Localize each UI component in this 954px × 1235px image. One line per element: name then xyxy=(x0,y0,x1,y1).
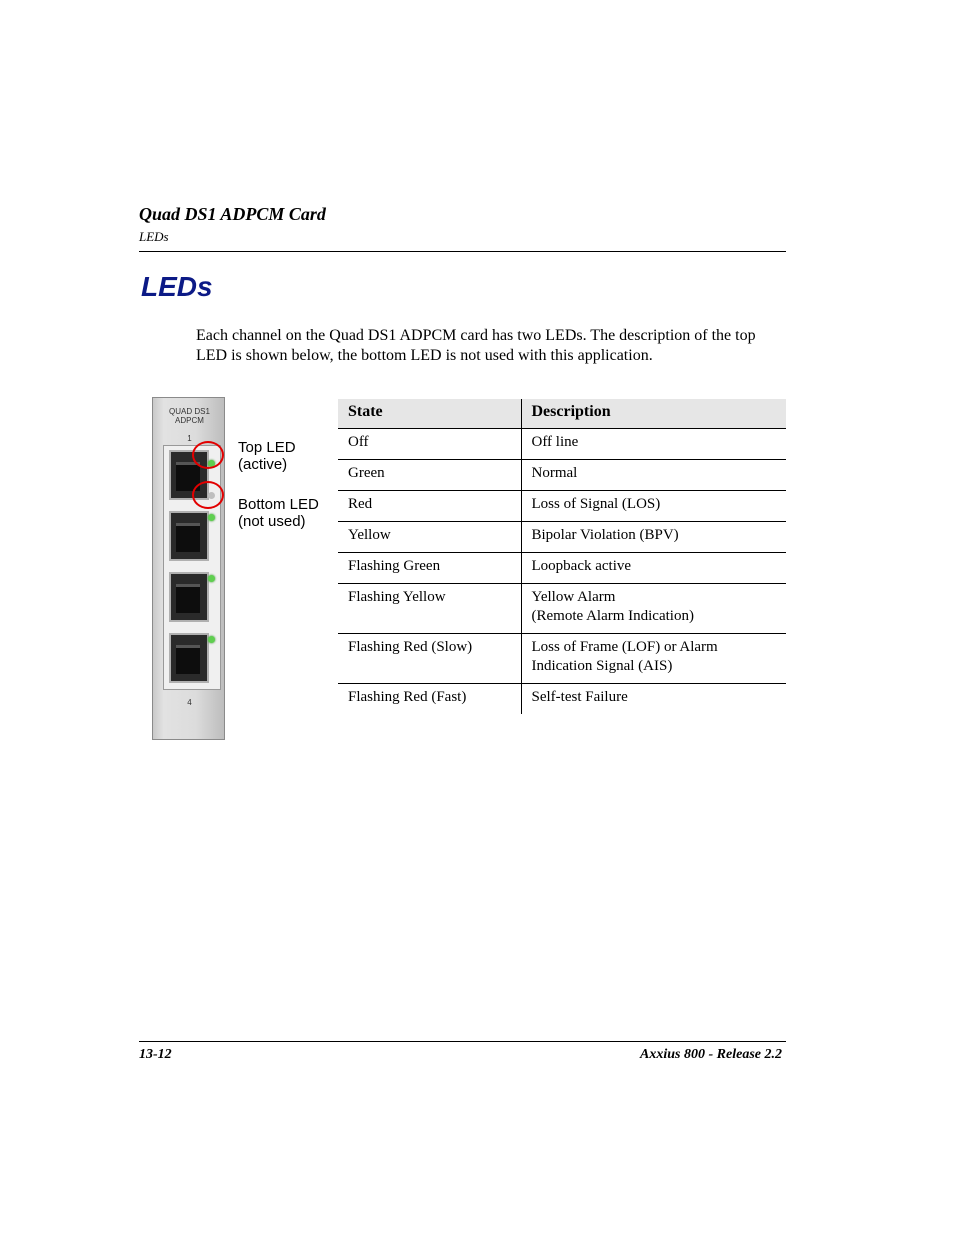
table-row xyxy=(338,490,786,521)
description-cell: Loss of Frame (LOF) or Alarm Indication Signal (AIS) xyxy=(531,638,718,674)
table-header-row xyxy=(338,399,786,428)
table-row xyxy=(338,683,786,714)
table-row xyxy=(338,459,786,490)
state-cell: Flashing Yellow xyxy=(338,583,521,633)
port-number-last: 4 xyxy=(187,698,192,707)
callout-top-led: Top LED (active) xyxy=(238,439,296,473)
card-label: QUAD DS1 ADPCM xyxy=(169,407,210,425)
description-cell: Loopback active xyxy=(531,557,632,574)
table-row xyxy=(338,552,786,583)
description-cell: Self-test Failure xyxy=(531,688,628,705)
top-led-3 xyxy=(208,575,215,582)
state-cell: Flashing Red (Slow) xyxy=(338,633,521,683)
description-cell: Bipolar Violation (BPV) xyxy=(531,526,679,543)
port-4 xyxy=(169,633,209,683)
section-heading: LEDs xyxy=(141,271,213,302)
state-cell: Green xyxy=(338,459,521,490)
column-header-state: State xyxy=(338,399,521,428)
table-row xyxy=(338,428,786,459)
port-number-first: 1 xyxy=(187,434,192,443)
description-cell: Yellow Alarm (Remote Alarm Indication) xyxy=(531,588,694,624)
top-led-highlight xyxy=(192,441,224,469)
column-header-description: Description xyxy=(521,399,786,428)
footer-rule xyxy=(139,1041,786,1042)
intro-paragraph: Each channel on the Quad DS1 ADPCM card has two LEDs. The description of the top LED is shown below, the bottom LED is not used with this application. xyxy=(196,327,756,364)
table-row xyxy=(338,633,786,683)
state-cell: Off xyxy=(338,428,521,459)
document-title-footer: Axxius 800 - Release 2.2 xyxy=(640,1047,782,1062)
top-led-2 xyxy=(208,514,215,521)
callout-bottom-led: Bottom LED (not used) xyxy=(238,496,319,530)
port-2 xyxy=(169,511,209,561)
description-cell: Normal xyxy=(531,464,578,481)
top-led-4 xyxy=(208,636,215,643)
led-state-table xyxy=(338,399,786,714)
state-cell: Yellow xyxy=(338,521,521,552)
port-3 xyxy=(169,572,209,622)
description-cell: Loss of Signal (LOS) xyxy=(531,495,661,512)
table-row xyxy=(338,583,786,633)
state-cell: Red xyxy=(338,490,521,521)
bottom-led-highlight xyxy=(192,481,224,509)
state-cell: Flashing Red (Fast) xyxy=(338,683,521,714)
running-header-subtitle: LEDs xyxy=(139,229,169,244)
state-cell: Flashing Green xyxy=(338,552,521,583)
table-row xyxy=(338,521,786,552)
header-rule xyxy=(139,251,786,252)
page-number: 13-12 xyxy=(139,1047,172,1062)
description-cell: Off line xyxy=(531,433,579,450)
running-header-title: Quad DS1 ADPCM Card xyxy=(139,204,326,224)
